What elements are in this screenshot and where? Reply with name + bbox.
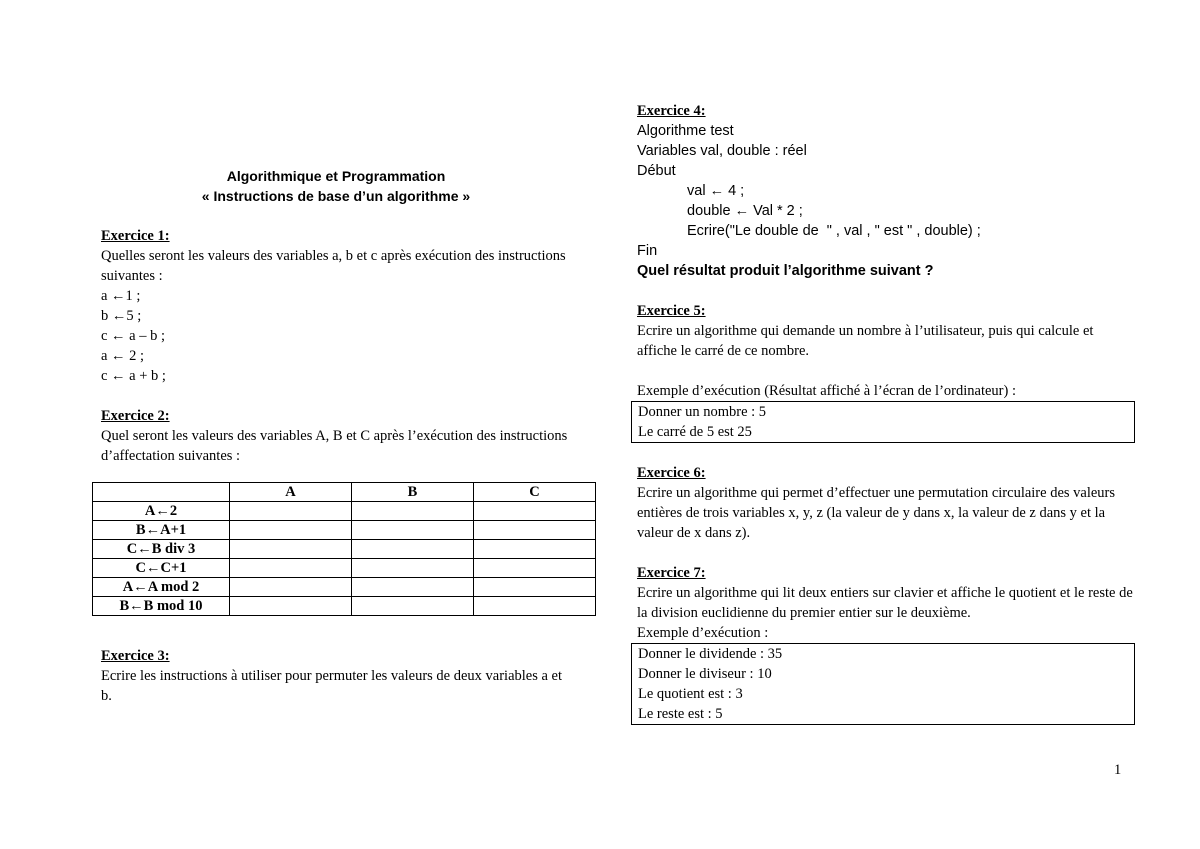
table-row bbox=[93, 559, 596, 578]
exercise-4-question: Quel résultat produit l’algorithme suivant ? bbox=[637, 263, 934, 279]
table-cell bbox=[352, 597, 474, 616]
example-line: Donner un nombre : 5 bbox=[638, 404, 767, 420]
algorithm-line: Ecrire("Le double de " , val , " est " , double) ; bbox=[687, 223, 981, 239]
table-cell bbox=[352, 540, 474, 559]
exercise-5-text: Ecrire un algorithme qui demande un nombre à l’utilisateur, puis qui calcule et affiche le carré de ce nombre. bbox=[637, 323, 1094, 359]
exercise-2-text: Quel seront les valeurs des variables A, B et C après l’exécution des instructions d’affectation suivantes : bbox=[101, 428, 568, 464]
exercise-4-heading: Exercice 4: bbox=[637, 103, 706, 119]
exercise-1-line: a ←1 ; bbox=[101, 288, 141, 304]
exercise-2-heading: Exercice 2: bbox=[101, 408, 170, 424]
left-column bbox=[101, 166, 571, 466]
exercise-1-line: c ← a + b ; bbox=[101, 368, 166, 384]
exercise-1-text: Quelles seront les valeurs des variables a, b et c après exécution des instructions suivantes : bbox=[101, 248, 566, 284]
assignment-table bbox=[92, 482, 596, 616]
table-cell bbox=[230, 540, 352, 559]
table-row bbox=[93, 540, 596, 559]
exercise-7-example-box bbox=[631, 643, 1135, 725]
document-subtitle: « Instructions de base d’un algorithme » bbox=[201, 188, 471, 204]
exercise-1-line: c ← a – b ; bbox=[101, 328, 166, 344]
exercise-3-text: Ecrire les instructions à utiliser pour permuter les valeurs de deux variables a et b. bbox=[101, 668, 563, 704]
exercise-6-heading: Exercice 6: bbox=[637, 465, 706, 481]
table-header-b: B bbox=[352, 483, 474, 502]
table-header-a: A bbox=[230, 483, 352, 502]
page-number: 1 bbox=[1114, 762, 1122, 778]
table-row bbox=[93, 597, 596, 616]
table-cell bbox=[352, 521, 474, 540]
table-cell bbox=[352, 578, 474, 597]
table-row bbox=[93, 578, 596, 597]
example-line: Le quotient est : 3 bbox=[638, 686, 743, 702]
table-cell bbox=[230, 597, 352, 616]
exercise-3 bbox=[101, 646, 571, 706]
exercise-7-text: Ecrire un algorithme qui lit deux entiers sur clavier et affiche le quotient et le reste de la division euclidienne du premier entier sur le deuxième. bbox=[637, 585, 1133, 621]
exercise-5-heading: Exercice 5: bbox=[637, 303, 706, 319]
table-cell bbox=[352, 502, 474, 521]
table-row-label: B←B mod 10 bbox=[93, 597, 230, 616]
table-row bbox=[93, 521, 596, 540]
exercise-3-heading: Exercice 3: bbox=[101, 648, 170, 664]
exercise-6-text: Ecrire un algorithme qui permet d’effectuer une permutation circulaire des valeurs entières de trois variables x, y, z (la valeur de y dans x, la valeur de z dans y et la valeur de x dans z). bbox=[637, 485, 1116, 541]
algorithm-line: Début bbox=[637, 163, 676, 179]
table-row-label: A←2 bbox=[93, 502, 230, 521]
table-corner-cell bbox=[93, 483, 230, 502]
table-cell bbox=[474, 521, 596, 540]
table-row-label: A←A mod 2 bbox=[93, 578, 230, 597]
table-cell bbox=[230, 521, 352, 540]
table-cell bbox=[474, 502, 596, 521]
exercise-5-example-box bbox=[631, 401, 1135, 443]
right-column bbox=[637, 101, 1133, 725]
exercise-7-example-label: Exemple d’exécution : bbox=[637, 625, 769, 641]
exercise-1-line: a ← 2 ; bbox=[101, 348, 145, 364]
table-row-label: C←B div 3 bbox=[93, 540, 230, 559]
exercise-5-example-label: Exemple d’exécution (Résultat affiché à l’écran de l’ordinateur) : bbox=[637, 383, 1016, 399]
document-title: Algorithmique et Programmation bbox=[226, 168, 446, 184]
table-cell bbox=[474, 540, 596, 559]
table-row-label: C←C+1 bbox=[93, 559, 230, 578]
table-cell bbox=[230, 502, 352, 521]
exercise-1-heading: Exercice 1: bbox=[101, 228, 170, 244]
exercise-1-line: b ←5 ; bbox=[101, 308, 142, 324]
algorithm-line: double ← Val * 2 ; bbox=[687, 203, 803, 219]
example-line: Le carré de 5 est 25 bbox=[638, 424, 752, 440]
table-row-label: B←A+1 bbox=[93, 521, 230, 540]
table-cell bbox=[230, 578, 352, 597]
algorithm-line: Variables val, double : réel bbox=[637, 143, 807, 159]
example-line: Le reste est : 5 bbox=[638, 706, 723, 722]
table-row bbox=[93, 502, 596, 521]
table-cell bbox=[474, 578, 596, 597]
table-cell bbox=[474, 559, 596, 578]
example-line: Donner le diviseur : 10 bbox=[638, 666, 772, 682]
table-cell bbox=[474, 597, 596, 616]
example-line: Donner le dividende : 35 bbox=[638, 646, 783, 662]
table-cell bbox=[230, 559, 352, 578]
table-header-c: C bbox=[474, 483, 596, 502]
algorithm-line: Fin bbox=[637, 243, 658, 259]
algorithm-line: val ← 4 ; bbox=[687, 183, 745, 199]
table-cell bbox=[352, 559, 474, 578]
algorithm-line: Algorithme test bbox=[637, 123, 734, 139]
exercise-7-heading: Exercice 7: bbox=[637, 565, 706, 581]
